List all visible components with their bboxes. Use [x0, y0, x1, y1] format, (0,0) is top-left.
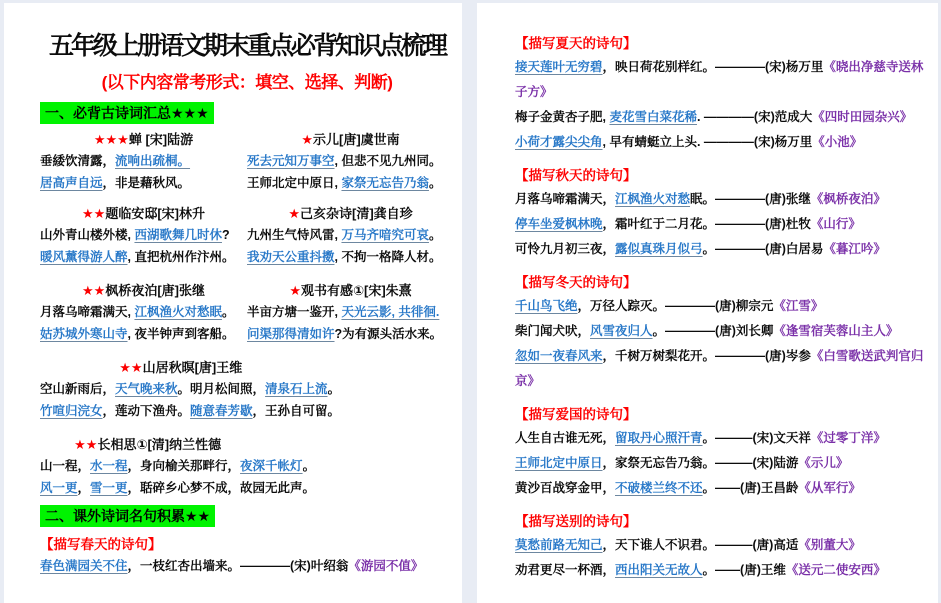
poem-title: ★★枫桥夜泊[唐]张继 — [82, 283, 205, 298]
poem-title: ★己亥杂诗[清]龚自珍 — [288, 206, 413, 221]
poem-line: 居高声自远，非是藉秋风。 — [40, 176, 191, 190]
quote-line: 忽如一夜春风来，千树万树梨花开。————(唐)岑参《白雪歌送武判官归京》 — [515, 349, 924, 388]
quote-line: 可怜九月初三夜，露似真珠月似弓。————(唐)白居易《暮江吟》 — [515, 242, 886, 256]
poem-shanjuqiuming — [40, 357, 454, 422]
quote-line: 月落乌啼霜满天，江枫渔火对愁眠。————(唐)张继《枫桥夜泊》 — [515, 192, 886, 206]
poem-title: ★★题临安邸[宋]林升 — [82, 206, 205, 221]
quote-line: 停车坐爱枫林晚，霜叶红于二月花。————(唐)杜牧《山行》 — [515, 217, 861, 231]
quote-line: 黄沙百战穿金甲，不破楼兰终不还。——(唐)王昌龄《从军行》 — [515, 481, 861, 495]
category-header: 【描写夏天的诗句】 — [515, 36, 637, 51]
poem-line: 死去元知万事空, 但悲不见九州同。 — [247, 154, 442, 168]
poem-line: 姑苏城外寒山寺, 夜半钟声到客船。 — [40, 327, 235, 341]
category-header: 【描写爱国的诗句】 — [515, 407, 637, 422]
category-header-spring: 【描写春天的诗句】 — [40, 537, 162, 552]
category-section-patriotic — [515, 404, 924, 501]
poem-line: 王师北定中原日, 家祭无忘告乃翁。 — [247, 176, 442, 190]
poem-line: 半亩方塘一鉴开, 天光云影, 共徘徊. — [247, 305, 440, 319]
poem-row-1 — [40, 124, 454, 194]
quote-line: 小荷才露尖尖角, 早有蜻蜓立上头. ————(宋)杨万里《小池》 — [515, 135, 863, 149]
left-page — [4, 3, 462, 603]
poem-line: 山外青山楼外楼, 西湖歌舞几时休? — [40, 228, 230, 242]
poem-line: 垂緌饮清露，流响出疏桐。 — [40, 154, 191, 168]
poem-row-3 — [40, 268, 454, 345]
quote-line: 劝君更尽一杯酒，西出阳关无故人。——(唐)王维《送元二使安西》 — [515, 563, 886, 577]
poem-line: 月落乌啼霜满天, 江枫渔火对愁眠。 — [40, 305, 235, 319]
exam-format-note: (以下内容常考形式：填空、选择、判断) — [101, 73, 393, 92]
poem-line: 问渠那得清如许?为有源头活水来。 — [247, 327, 443, 341]
category-header: 【描写冬天的诗句】 — [515, 275, 637, 290]
poem-title: ★★★蝉 [宋]陆游 — [93, 132, 194, 147]
poem-line: 竹喧归浣女，莲动下渔舟。随意春芳歇，王孙自可留。 — [40, 404, 341, 418]
poem-line: 风一更，雪一更，聒碎乡心梦不成，故园无此声。 — [40, 481, 316, 495]
poem-title: ★★长相思①[清]纳兰性德 — [74, 437, 222, 452]
quote-line: 春色满园关不住，一枝红杏出墙来。————(宋)叶绍翁《游园不值》 — [40, 559, 424, 573]
section-1-header: 一、必背古诗词汇总★★★ — [40, 102, 214, 124]
category-section-autumn — [515, 165, 924, 262]
quote-line: 接天莲叶无穷碧，映日荷花别样红。————(宋)杨万里《晓出净慈寺送林子方》 — [515, 60, 924, 99]
poem-line: 九州生气恃风雷, 万马齐喑究可哀。 — [247, 228, 442, 242]
poem-title: ★★山居秋暝[唐]王维 — [119, 360, 243, 375]
poem-guanshuyougan — [247, 268, 454, 345]
poem-chan — [40, 124, 247, 194]
poem-title: ★示儿[唐]虞世南 — [301, 132, 400, 147]
poem-title: ★观书有感①[宋]朱熹 — [289, 283, 412, 298]
document-title: 五年级上册语文期末重点必背知识点梳理 — [48, 32, 445, 60]
poem-changxiangsi — [40, 434, 454, 499]
quote-line: 梅子金黄杏子肥, 麦花雪白菜花稀. ————(宋)范成大《四时田园杂兴》 — [515, 110, 913, 124]
quote-line: 王师北定中原日，家祭无忘告乃翁。———(宋)陆游《示儿》 — [515, 456, 849, 470]
quote-line: 柴门闻犬吠，风雪夜归人。————(唐)刘长卿《逢雪宿芙蓉山主人》 — [515, 324, 899, 338]
poem-row-2 — [40, 194, 454, 268]
poem-line: 我劝天公重抖擞, 不拘一格降人材。 — [247, 250, 442, 264]
left-page-content — [4, 3, 462, 577]
quote-line: 莫愁前路无知己，天下谁人不识君。———(唐)高适《别董大》 — [515, 538, 861, 552]
poem-shier — [247, 124, 454, 194]
poem-tilinanyi — [40, 194, 247, 268]
right-page — [477, 3, 938, 603]
category-section-farewell — [515, 511, 924, 583]
poem-fengqiaoyebo — [40, 268, 247, 345]
poem-line: 山一程，水一程，身向榆关那畔行，夜深千帐灯。 — [40, 459, 316, 473]
quote-line: 千山鸟飞绝，万径人踪灭。————(唐)柳宗元《江雪》 — [515, 299, 824, 313]
category-section-summer — [515, 33, 924, 155]
category-section-winter — [515, 272, 924, 394]
category-header: 【描写秋天的诗句】 — [515, 168, 637, 183]
poem-line: 空山新雨后，天气晚来秋。明月松间照，清泉石上流。 — [40, 382, 341, 396]
right-page-content — [477, 3, 938, 583]
quote-line: 人生自古谁无死，留取丹心照汗青。———(宋)文天祥《过零丁洋》 — [515, 431, 886, 445]
category-header: 【描写送别的诗句】 — [515, 514, 637, 529]
section-2-header: 二、课外诗词名句积累★★ — [40, 505, 215, 527]
poem-line: 暖风薰得游人醉, 直把杭州作汴州。 — [40, 250, 235, 264]
poem-jihaizashi — [247, 194, 454, 268]
